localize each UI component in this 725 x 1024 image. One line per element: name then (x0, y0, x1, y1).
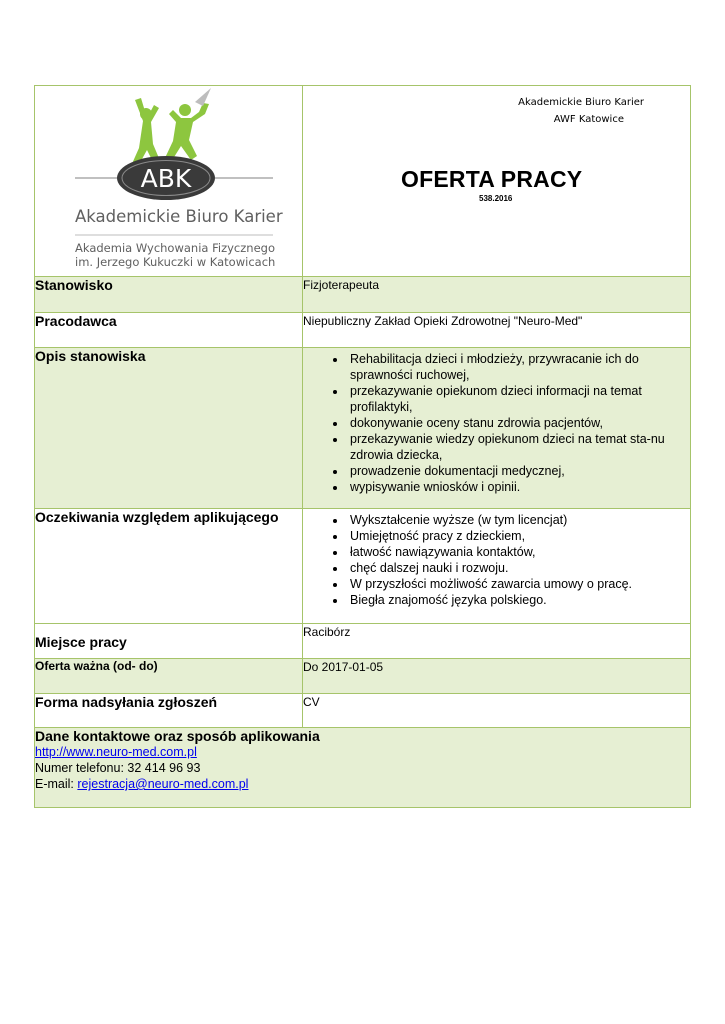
arrow-icon (195, 88, 211, 106)
list-item: • Rehabilitacja dzieci i młodzieży, przywracanie ich do sprawności ruchowej, (347, 351, 690, 383)
label-oferta: Oferta ważna (od- do) (35, 659, 303, 694)
title-cell (303, 86, 691, 277)
website-link[interactable]: http://www.neuro-med.com.pl (35, 745, 197, 759)
list-item: • W przyszłości możliwość zawarcia umowy o pracę. (347, 576, 690, 592)
list-item: • dokonywanie oceny stanu zdrowia pacjentów, (347, 415, 690, 431)
org-line2: AWF Katowice (553, 114, 624, 125)
header-row (35, 86, 691, 277)
value-miejsce: Racibórz (303, 624, 691, 659)
phone-text: Numer telefonu: 32 414 96 93 (35, 761, 201, 775)
row-oczekiwania (35, 509, 691, 624)
value-oczekiwania (303, 509, 691, 624)
contact-cell (35, 728, 691, 808)
value-forma: CV (303, 694, 691, 728)
list-item: • chęć dalszej nauki i rozwoju. (347, 560, 690, 576)
row-pracodawca (35, 313, 691, 348)
label-oczekiwania: Oczekiwania względem aplikującego (35, 509, 303, 624)
list-item: • przekazywanie opiekunom dzieci informacji na temat profilaktyki, (347, 383, 690, 415)
logo-sub2: im. Jerzego Kukuczki w Katowicach (75, 255, 276, 269)
page-title: OFERTA PRACY (401, 166, 583, 192)
offer-number: 538.2016 (479, 194, 513, 203)
list-item: • prowadzenie dokumentacji medycznej, (347, 463, 690, 479)
email-link[interactable]: rejestracja@neuro-med.com.pl (77, 777, 249, 791)
abk-logo (35, 86, 301, 271)
logo-cell (35, 86, 303, 277)
row-opis (35, 348, 691, 509)
value-opis (303, 348, 691, 509)
label-kontakt: Dane kontaktowe oraz sposób aplikowania (35, 728, 320, 744)
value-pracodawca: Niepubliczny Zakład Opieki Zdrowotnej "Neuro-Med" (303, 313, 691, 348)
oczekiwania-list (303, 512, 690, 608)
opis-list (303, 351, 690, 495)
label-forma: Forma nadsyłania zgłoszeń (35, 694, 303, 728)
list-item: • przekazywanie wiedzy opiekunom dzieci na temat sta-nu zdrowia dziecka, (347, 431, 690, 463)
list-item: • Biegła znajomość języka polskiego. (347, 592, 690, 608)
row-oferta (35, 659, 691, 694)
row-kontakt (35, 728, 691, 808)
row-forma (35, 694, 691, 728)
logo-name: Akademickie Biuro Karier (75, 207, 283, 226)
label-miejsce: Miejsce pracy (35, 624, 303, 659)
label-stanowisko: Stanowisko (35, 277, 303, 313)
org-line1: Akademickie Biuro Karier (518, 97, 644, 108)
label-opis: Opis stanowiska (35, 348, 303, 509)
email-line (35, 776, 690, 792)
offer-table (34, 85, 691, 808)
badge-text: ABK (140, 164, 192, 193)
list-item: • łatwość nawiązywania kontaktów, (347, 544, 690, 560)
list-item: • Umiejętność pracy z dzieckiem, (347, 528, 690, 544)
list-item: • Wykształcenie wyższe (w tym licencjat) (347, 512, 690, 528)
job-offer-document (34, 85, 690, 808)
row-miejsce (35, 624, 691, 659)
label-pracodawca: Pracodawca (35, 313, 303, 348)
value-oferta: Do 2017-01-05 (303, 659, 691, 694)
row-stanowisko (35, 277, 691, 313)
logo-sub1: Akademia Wychowania Fizycznego (75, 241, 275, 255)
list-item: • wypisywanie wniosków i opinii. (347, 479, 690, 495)
email-prefix: E-mail: (35, 777, 78, 791)
value-stanowisko: Fizjoterapeuta (303, 277, 691, 313)
